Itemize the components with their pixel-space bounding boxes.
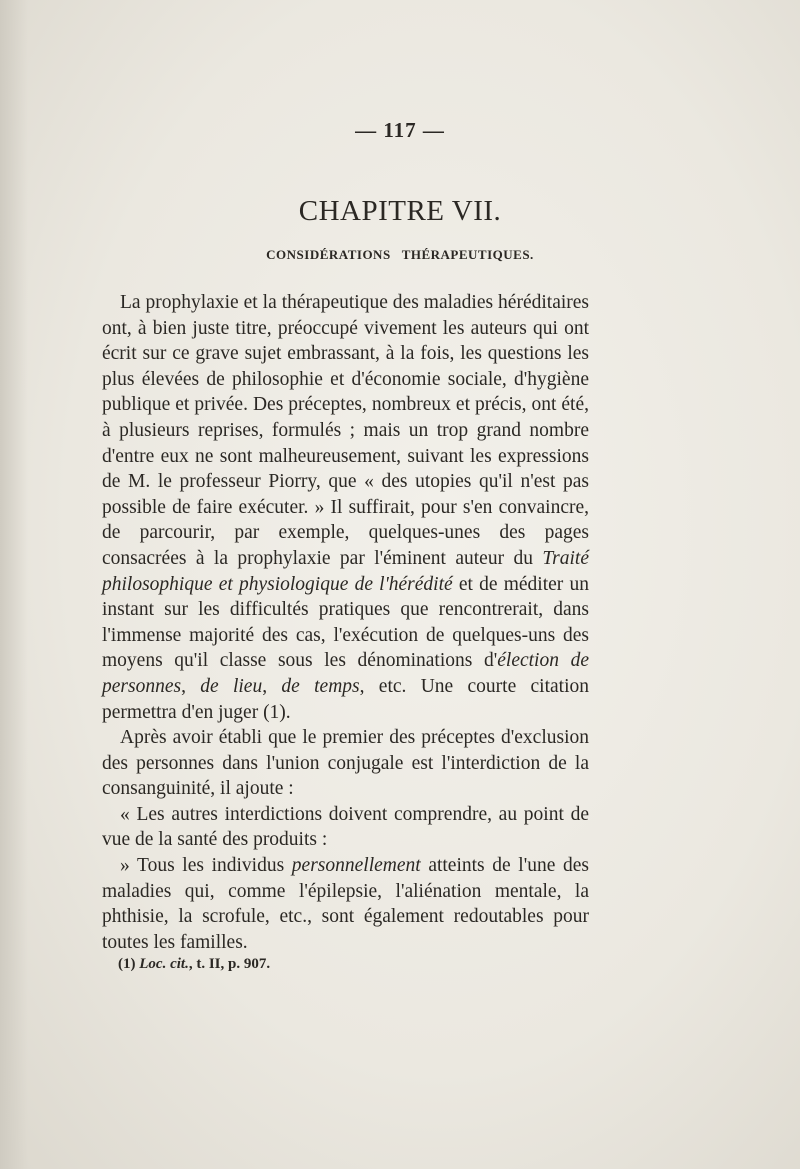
- quote-paragraph: [102, 853, 589, 955]
- italic-term: de lieu: [200, 675, 263, 697]
- book-title-italic: Traité philosophique et physiologique de l'hérédité: [102, 547, 589, 595]
- body-text: [102, 290, 589, 955]
- chapter-title: CHAPITRE VII.: [298, 195, 502, 227]
- page-number: — 117 —: [355, 118, 445, 142]
- text-run: , etc. Une courte citation permettra d'en juger (1).: [102, 675, 590, 723]
- footnote-reference: , t. II, p. 907.: [188, 956, 271, 972]
- italic-term: personnellement: [291, 855, 421, 877]
- text-run: atteints de l'une des maladies qui, comme l'épilepsie, l'aliénation mentale, la phthisie, la scrofule, etc., sont également redoutables pour toutes les familles.: [102, 855, 589, 953]
- paragraph: Après avoir établi que le premier des préceptes d'exclusion des personnes dans l'union conjugale est l'interdiction de la consanguinité, il ajoute :: [102, 727, 589, 800]
- text-run: ,: [262, 675, 282, 697]
- italic-term: élection de personnes: [102, 650, 589, 697]
- footnote-number: (1): [118, 956, 140, 972]
- italic-term: de temps: [281, 675, 360, 697]
- text-run: et de méditer un instant sur les difficultés pratiques que rencontrerait, dans l'immense majorité des cas, l'exécution de quelques-uns des moyens qu'il classe sous les dénominations d': [102, 573, 589, 672]
- quote-paragraph: « Les autres interdictions doivent comprendre, au point de vue de la santé des produits :: [102, 803, 589, 851]
- text-run: La prophylaxie et la thérapeutique des maladies héréditaires ont, à bien juste titre, préoccupé vivement les auteurs qui ont écrit sur ce grave sujet embrassant, à la fois, les questions les plus élevées de philosophie et d'économie sociale, d'hygiène publique et privée. Des préceptes, nombreux et précis, ont été, à plusieurs reprises, formulés ; mais un trop grand nombre d'entre eux ne sont malheureusement, suivant les expressions de M. le professeur Piorry, que « des utopies qu'il n'est pas possible de faire exécuter. » Il suffirait, pour s'en convaincre, de parcourir, par exemple, quelques-unes des pages consacrées à la prophylaxie par l'éminent auteur du: [102, 292, 589, 569]
- text-run: » Tous les individus: [120, 855, 292, 877]
- paragraph: [102, 290, 589, 725]
- chapter-subtitle: CONSIDÉRATIONS THÉRAPEUTIQUES.: [266, 247, 534, 262]
- text-run: ,: [181, 675, 201, 697]
- binding-shadow: [0, 0, 28, 1169]
- footnote-citation-italic: Loc. cit.: [139, 956, 189, 972]
- footnote: [118, 956, 270, 973]
